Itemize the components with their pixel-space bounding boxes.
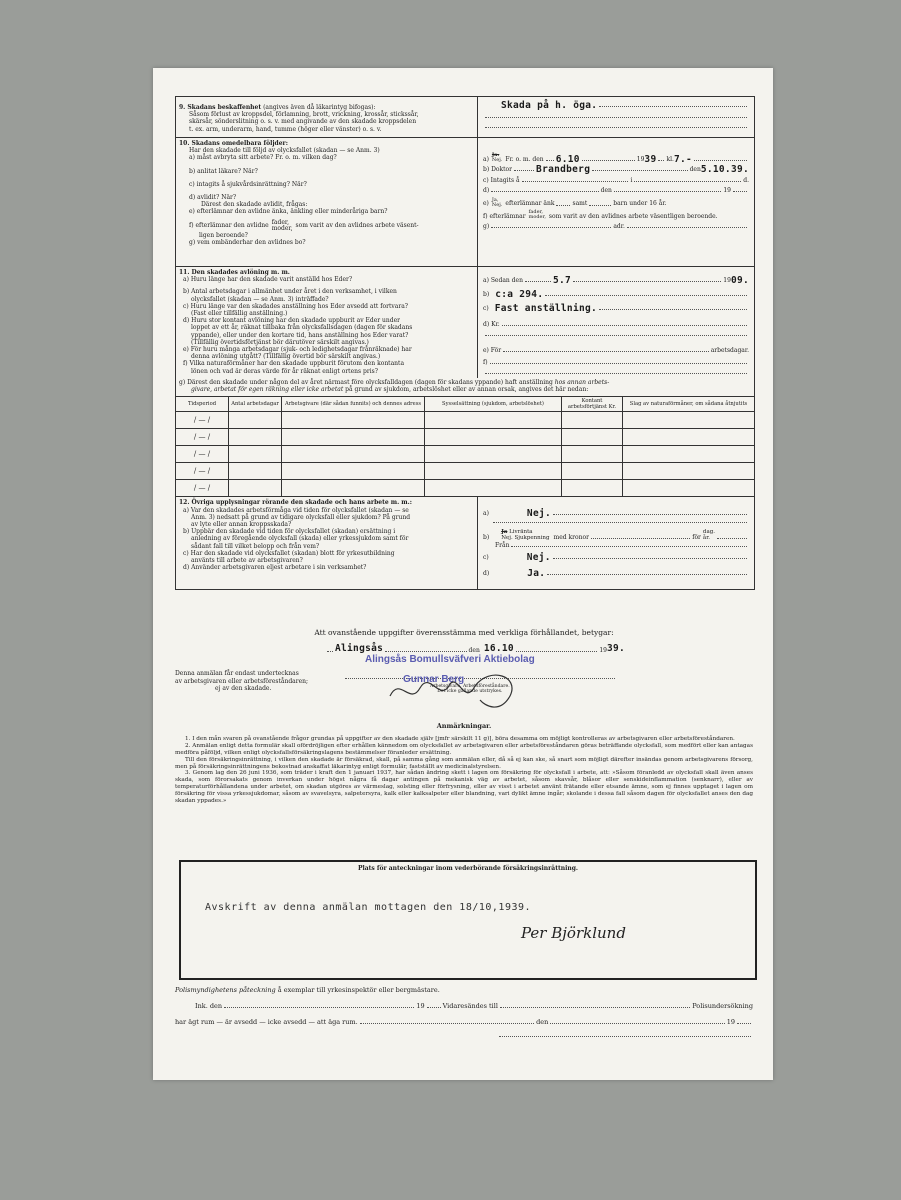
insurer-notes-box: [179, 860, 757, 980]
section-9: [176, 97, 754, 138]
section-10-qc: c) intagits å sjukvårdsinrättning? När?: [189, 180, 307, 188]
section-11: [176, 267, 754, 497]
s10-a-label: a): [483, 155, 489, 163]
section-11-qb1: b) Antal arbetsdagar i allmänhet under året i den verksamhet, i vilken: [183, 288, 397, 296]
col-antal: Antal arbetsdagar: [229, 397, 282, 412]
section-10-qf2: som varit av den avlidnes arbete väsent-: [295, 222, 419, 230]
s11-f-label: f): [483, 358, 488, 366]
accident-report-form: [175, 96, 755, 590]
s10-f-label: f) efterlämnar: [483, 212, 526, 220]
section-10-qd2: Därest den skadade avlidit, frågas:: [201, 201, 308, 209]
s11-e-suffix: arbetsdagar.: [710, 346, 749, 354]
s10-e-text1: efterlämnar änk: [505, 200, 555, 208]
remarks: [175, 723, 753, 805]
s12-b-livranta: Livränta: [509, 529, 533, 536]
police-19a: 19: [416, 1002, 425, 1010]
section-11-qf2: lönen och vad är deras värde för år räknat enligt ortens pris?: [191, 367, 378, 375]
section-10-qf-fader: fader,: [271, 218, 290, 226]
table-row: [176, 463, 754, 480]
section-11-qd4: (Tillfällig övertidsförtjänst bör därutöver särskilt angivas.): [191, 338, 369, 346]
section-12-qa3: av lyte eller annan kroppsskada?: [191, 521, 292, 529]
stop-work-date: 6.10: [555, 153, 580, 165]
form-sheet: [153, 68, 773, 1080]
police-endorsement: [175, 986, 753, 1039]
s12-b-ar: år.: [702, 534, 710, 541]
sign-year: 39.: [606, 643, 626, 654]
section-10-title: 10. Skadans omedelbara följder:: [179, 140, 288, 147]
s10-b-label: b) Doktor: [483, 166, 513, 174]
stop-work-year: 39: [644, 153, 657, 165]
police-investigation: Polisundersökning: [692, 1002, 753, 1010]
injury-description: Skada på h. öga.: [501, 100, 598, 112]
s12-b-sjukpenning: Sjukpenning: [514, 535, 550, 542]
attest-den: den: [468, 647, 480, 654]
s12-b-dag: dag.: [702, 529, 715, 536]
section-11-qg1: g) Därest den skadade under någon del av året närmast före olycksfalldagen (dagen för skadans yppande) haft anställning: [179, 379, 553, 386]
col-sysselsattning: Sysselsättning (sjukdom, arbetslöshet): [425, 397, 562, 412]
s12-a-label: a): [483, 510, 489, 518]
remarks-heading: Anmärkningar.: [436, 722, 492, 730]
section-10-qe: e) efterlämnar den avlidne änka, änkling eller minderåriga barn?: [189, 208, 388, 216]
doctor-name: Brandberg: [536, 164, 591, 176]
note-left1: Denna anmälan får endast undertecknas: [175, 670, 299, 677]
training-answer: Nej.: [526, 552, 551, 564]
s10-a-kl: kl.: [666, 155, 674, 163]
s10-f-moder: moder,: [528, 213, 546, 220]
section-12-qb3: sådant fall till vilket belopp och från vem?: [191, 542, 320, 550]
col-tidsperiod: Tidsperiod: [176, 397, 229, 412]
s11-b-label: b): [483, 290, 490, 298]
section-11-qg: [176, 378, 754, 396]
attestation-text: Att ovanstående uppgifter överensstämma med verkliga förhållandet, betygar:: [314, 628, 614, 637]
s10-e-nej: Nej.: [491, 201, 503, 208]
remark-1: 1. I den mån svaren på ovanstående frågor grundas på uppgifter av den skadade själv [jmfr särskilt 11 g)], böra desamma om möjligt kontrolleras av arbetsgivaren eller arbetsföreståndaren.: [185, 735, 735, 742]
s12-b-ja: Ja: [501, 529, 508, 536]
s11-a-label: a) Sedan den: [483, 276, 523, 284]
s10-a-nej: Nej.: [491, 157, 503, 163]
remark-3: 3. Genom lag den 26 juni 1936, som träder i kraft den 1 januari 1937, har sådan ändring skett i lagen om försäkring för olycksfall i arbete, att: »Såsom föranledd av olycksfall skall även anses skada, som förorsakats genom inverkan under högst några få dagar antingen på mekanisk väg av arbetet, såsom skavsår, blåsor eller senskideinflammation (senknarr), eller av temperaturförhållandena under arbetet, om skadan utgöres av värmeslag, solsting eller förfrysning, eller av visst i arbetet använt frätande eller etsande ämne, som ej finnes upptaget i lagen om försäkring för vissa yrkessjukdomar, såsom av svavelsyra, salpetersyra, kalk eller kalksalpeter eller blandning, vari dylikt ämne ingår; skolande i dessa fall såsom dagen för olycksfallet anses den dag skadan yppades.»: [175, 770, 753, 805]
section-12-qa1: a) Var den skadades arbetsförmåga vid tiden för olycksfallet (skadan — se: [183, 506, 409, 514]
col-kontant: Kontant arbetsförtjänst Kr.: [562, 397, 623, 412]
police-19b: 19: [726, 1018, 735, 1026]
police-vidare: Vidaresändes till: [442, 1002, 498, 1010]
s12-c-label: c): [483, 554, 489, 562]
receipt-note: Avskrift av denna anmälan mottagen den 18/10,1939.: [205, 902, 532, 913]
s10-a-19: 19: [636, 155, 645, 163]
section-12-answers: [478, 497, 754, 589]
s10-a-ja: Ja.: [491, 152, 500, 158]
section-11-qb2: olycksfallet (skadan — se Anm. 3) inträffade?: [191, 295, 329, 303]
section-12-qa2: Anm. 3) nedsatt på grund av tidigare olycksfall eller sjukdom? På grund: [191, 513, 411, 521]
s10-d-19: 19: [723, 186, 731, 194]
remark-2b: Till den försäkringsinrättning, i vilken den skadade är försäkrad, skall, på samma gång som anmälan eller, då så ej kan ske, så snart som möjligt därefter insändas genom arbetsgivarens försorg, men på försäkringsinrättningens bekostnad anskaffat läkarintyg enligt formulär, fastställt av medicinalstyrelsen.: [175, 756, 753, 770]
table-cell: / — /: [176, 412, 229, 429]
table-cell: / — /: [176, 463, 229, 480]
sig-caption1: Arbetsgivare. Arbetsföreståndare.: [430, 684, 510, 689]
section-9-desc2: skärsår, sönderslitning o. s. v. med angivande av den skadade kroppsdelen: [189, 118, 417, 126]
section-9-note: (angives även då läkarintyg bifogas):: [263, 104, 376, 111]
section-11-qa: a) Huru länge har den skadade varit anställd hos Eder?: [183, 276, 353, 284]
note-left2: av arbetsgivaren eller arbetsföreståndaren;: [175, 677, 309, 685]
name-stamp: Gunnar Berg: [403, 674, 465, 685]
s10-f-text: som varit av den avlidnes arbete väsentligen beroende.: [548, 212, 718, 220]
s10-e-label: e): [483, 200, 489, 208]
police-ink: Ink. den: [195, 1002, 223, 1010]
employment-history-table: [176, 396, 754, 496]
section-12-qc1: c) Har den skadade vid olycksfallet (skadan) blott för yrkesutbildning: [183, 549, 395, 557]
s12-d-label: d): [483, 570, 490, 578]
attest-19: 19: [599, 647, 607, 654]
section-11-qg3: på grund av sjukdom, arbetslöshet eller av annan orsak, angives det här nedan:: [345, 386, 589, 394]
s10-e-text2: samt: [572, 200, 588, 208]
s12-b-for: för: [692, 534, 701, 542]
company-stamp: Alingsås Bomullsväfveri Aktiebolag: [365, 654, 535, 665]
s10-d-den: den: [600, 186, 612, 194]
table-cell: / — /: [176, 480, 229, 497]
section-10-qf-moder: moder,: [271, 224, 293, 232]
section-11-answers: [478, 267, 754, 378]
section-10-qb: b) anlitat läkare? När?: [189, 167, 258, 175]
s10-g-adr: adr.: [613, 223, 625, 231]
employment-type: Fast anställning.: [494, 302, 598, 314]
table-row: [176, 480, 754, 497]
section-10-qa: a) måst avbryta sitt arbete? Fr. o. m. vilken dag?: [189, 154, 337, 162]
section-10-questions: [176, 138, 478, 266]
s12-b-label: b): [483, 534, 490, 542]
s10-d-label: d): [483, 186, 490, 194]
section-11-qg1b: hos annan arbets-: [554, 379, 610, 386]
police-den: den: [536, 1018, 549, 1026]
table-cell: / — /: [176, 429, 229, 446]
section-12-qc2: använts till arbete av arbetsgivaren?: [191, 557, 303, 565]
sign-place: Alingsås: [335, 643, 384, 654]
insurer-box-heading: Plats för anteckningar inom vederbörande försäkringsinrättning.: [357, 865, 579, 872]
section-11-qe2: denna avlöning utgått? (Tillfällig övertid bör särskilt angivas.): [191, 353, 381, 361]
s10-b-den: den: [689, 166, 701, 174]
section-10-qf1: f) efterlämnar den avlidne: [189, 222, 269, 230]
police-heading: Polismyndighetens påteckning: [175, 986, 276, 994]
section-12: [176, 497, 754, 589]
section-10-intro: Har den skadade till följd av olycksfallet (skadan — se Anm. 3): [189, 147, 380, 155]
s11-e-label: e) För: [483, 346, 502, 354]
s10-c-d: d.: [743, 176, 749, 184]
section-11-qg2: givare, arbetat för egen räkning eller icke arbetat: [191, 386, 344, 394]
section-11-qd1: d) Huru stor kontant avlöning har den skadade uppburit av Eder under: [183, 317, 401, 325]
employed-since-year: 09.: [730, 274, 749, 286]
section-11-questions: [176, 267, 478, 378]
s11-d-label: d) Kr.: [483, 320, 500, 328]
stop-work-time: 7.-: [673, 153, 692, 165]
table-row: [176, 412, 754, 429]
s10-e-ja: Ja,: [491, 196, 499, 203]
section-12-qb2: anledning av föregående olycksfall (skada) eller yrkessjukdom samt för: [191, 535, 409, 543]
table-row: [176, 446, 754, 463]
section-11-qc2: (Fast eller tillfällig anställning.): [191, 310, 288, 318]
section-10-qd: d) avlidit? När?: [189, 194, 237, 202]
s10-g-label: g): [483, 223, 490, 231]
col-natura: Slag av naturaförmåner, om sådana åtnjutits: [623, 397, 755, 412]
receiver-signature: Per Björklund: [521, 924, 626, 942]
section-11-qd3: yppande), eller under den kortare tid, hans anställning hos Eder varat?: [191, 331, 409, 339]
attestation: [175, 628, 753, 694]
section-9-title: 9. Skadans beskaffenhet: [179, 104, 262, 111]
section-9-answers: [478, 97, 754, 137]
s11-c-label: c): [483, 304, 489, 312]
police-heading-rest: å exemplar till yrkesinspektör eller bergmästare.: [277, 986, 440, 994]
s10-c-i: i: [630, 176, 633, 184]
note-left3: ej av den skadade.: [215, 685, 272, 692]
s12-b-nej: Nej.: [501, 535, 513, 542]
s11-a-19: 19: [723, 276, 731, 284]
section-9-desc1: Såsom förlust av kroppsdel, förlamning, brott, vrickning, krossår, stickssår,: [189, 111, 419, 119]
section-12-title: 12. Övriga upplysningar rörande den skadade och hans arbete m. m.:: [179, 499, 412, 507]
s10-c-label: c) Intagits å: [483, 176, 520, 184]
col-arbetsgivare: Arbetsgivare (där sådan funnits) och dennes adress: [282, 397, 425, 412]
section-10-qf3: ligen beroende?: [199, 231, 248, 239]
section-12-qb1: b) Uppbär den skadade vid tiden för olycksfallet (skadan) ersättning i: [183, 528, 396, 536]
s12-b-med: med kronor: [553, 534, 589, 542]
s10-a-from: Fr. o. m. den: [505, 155, 544, 163]
sig-caption2: Det icke gällande utstrykes.: [437, 689, 503, 694]
section-12-questions: [176, 497, 478, 589]
other-workers-answer: Ja.: [527, 568, 546, 580]
table-cell: / — /: [176, 446, 229, 463]
employed-since-date: 5.7: [552, 274, 571, 286]
section-10-answers: [478, 138, 754, 266]
section-10-qg: g) vem ombänderhar den avlidnes bo?: [189, 238, 306, 246]
section-9-questions: [176, 97, 478, 137]
section-10: [176, 138, 754, 267]
s10-f-fader: fader,: [528, 208, 543, 215]
section-11-qc1: c) Huru länge var den skadades anställning hos Eder avsedd att fortvara?: [183, 302, 408, 310]
section-11-title: 11. Den skadades avlöning m. m.: [179, 269, 290, 276]
doctor-date: 5.10.39.: [700, 164, 749, 176]
section-11-qf1: f) Vilka naturaförmåner har den skadade uppburit förutom den kontanta: [183, 360, 405, 368]
s12-b-fran: Från: [495, 542, 510, 550]
section-9-desc3: t. ex. arm, underarm, hand, tumme (höger eller vänster) o. s. v.: [189, 125, 382, 133]
table-row: [176, 429, 754, 446]
sign-date: 16.10: [483, 643, 514, 654]
s10-e-text3: barn under 16 år.: [613, 200, 667, 208]
police-har: har ägt rum — är avsedd — icke avsedd — att äga rum.: [175, 1018, 358, 1026]
remark-2: 2. Anmälan enligt detta formulär skall ofördröjligen efter erhållen kännedom om olycksfallet av arbetsgivaren eller arbetsföreståndaren göras beträffande olycksfall, som medfört eller kan antagas medföra påföljd, vilken enligt olycksfallsförsäkringslagens bestämmelser föranleder ersättning.: [175, 742, 753, 756]
section-11-qd2: loppet av ett år, räknat tillbaka från olycksfallsdagen (dagen för skadans: [191, 324, 413, 332]
prior-injury-answer: Nej.: [526, 508, 551, 520]
section-11-qe1: e) För huru många arbetsdagar (sjuk- och ledighetsdagar frånräknade) har: [183, 346, 412, 354]
section-12-qd: d) Använder arbetsgivaren eljest arbetare i sin verksamhet?: [183, 564, 367, 572]
workdays-per-year: c:a 294.: [495, 288, 544, 300]
